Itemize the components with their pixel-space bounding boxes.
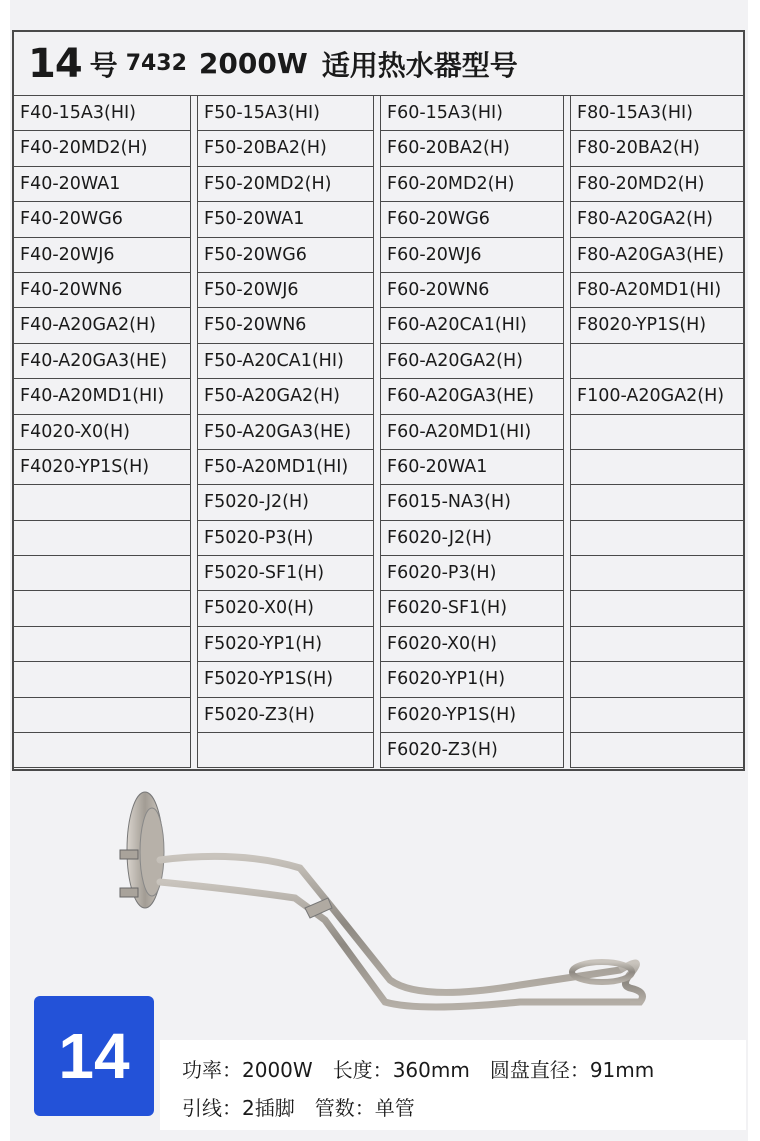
model-cell bbox=[14, 521, 191, 556]
model-cell: F40-20WG6 bbox=[14, 202, 191, 237]
model-cell: F50-20WG6 bbox=[197, 238, 374, 273]
title-hao: 号 bbox=[89, 48, 118, 82]
model-cell: F6020-P3(H) bbox=[380, 556, 564, 591]
model-cell bbox=[570, 521, 743, 556]
model-cell: F5020-YP1(H) bbox=[197, 627, 374, 662]
model-cell: F80-20MD2(H) bbox=[570, 167, 743, 202]
lead-label: 引线： bbox=[182, 1096, 242, 1120]
model-cell: F50-20WA1 bbox=[197, 202, 374, 237]
model-cell: F6020-SF1(H) bbox=[380, 591, 564, 626]
disc-value: 91mm bbox=[589, 1058, 655, 1082]
model-cell: F40-A20GA3(HE) bbox=[14, 344, 191, 379]
left-margin bbox=[0, 0, 10, 1141]
model-cell: F80-A20GA3(HE) bbox=[570, 238, 743, 273]
model-cell: F50-20MD2(H) bbox=[197, 167, 374, 202]
model-cell: F80-20BA2(H) bbox=[570, 131, 743, 166]
model-cell bbox=[14, 627, 191, 662]
model-cell: F6020-J2(H) bbox=[380, 521, 564, 556]
model-cell: F5020-YP1S(H) bbox=[197, 662, 374, 697]
model-cell bbox=[570, 556, 743, 591]
model-cell: F50-15A3(HI) bbox=[197, 96, 374, 131]
model-cell: F60-20WN6 bbox=[380, 273, 564, 308]
model-cell bbox=[14, 485, 191, 520]
model-cell: F50-20WN6 bbox=[197, 308, 374, 343]
model-cell: F40-20WJ6 bbox=[14, 238, 191, 273]
model-cell: F50-A20GA2(H) bbox=[197, 379, 374, 414]
tube-value: 单管 bbox=[374, 1096, 415, 1120]
model-cell: F4020-X0(H) bbox=[14, 415, 191, 450]
title-code: 7432 bbox=[125, 51, 187, 76]
model-cell: F80-A20MD1(HI) bbox=[570, 273, 743, 308]
model-cell: F6015-NA3(H) bbox=[380, 485, 564, 520]
model-cell: F6020-Z3(H) bbox=[380, 733, 564, 768]
table-title bbox=[14, 32, 743, 96]
right-margin bbox=[748, 0, 760, 1141]
length-value: 360mm bbox=[392, 1058, 470, 1082]
model-cell: F80-15A3(HI) bbox=[570, 96, 743, 131]
model-cell: F40-A20GA2(H) bbox=[14, 308, 191, 343]
model-cell bbox=[570, 485, 743, 520]
model-cell: F5020-P3(H) bbox=[197, 521, 374, 556]
model-cell: F40-15A3(HI) bbox=[14, 96, 191, 131]
model-cell bbox=[570, 591, 743, 626]
power-value: 2000W bbox=[242, 1058, 313, 1082]
model-cell: F8020-YP1S(H) bbox=[570, 308, 743, 343]
model-cell: F60-20WG6 bbox=[380, 202, 564, 237]
lead-value: 2插脚 bbox=[242, 1096, 295, 1120]
model-cell: F6020-YP1(H) bbox=[380, 662, 564, 697]
model-column-2 bbox=[197, 96, 374, 768]
model-cell: F50-A20GA3(HE) bbox=[197, 415, 374, 450]
model-cell: F50-A20MD1(HI) bbox=[197, 450, 374, 485]
model-cell: F40-A20MD1(HI) bbox=[14, 379, 191, 414]
model-number-badge: 14 bbox=[34, 996, 154, 1116]
model-cell bbox=[14, 556, 191, 591]
model-cell bbox=[570, 627, 743, 662]
model-cell: F5020-SF1(H) bbox=[197, 556, 374, 591]
model-cell: F60-A20GA2(H) bbox=[380, 344, 564, 379]
tube-label: 管数： bbox=[314, 1096, 375, 1120]
spec-line-1 bbox=[182, 1054, 654, 1083]
heating-element-image bbox=[100, 780, 660, 1030]
model-cell: F50-A20CA1(HI) bbox=[197, 344, 374, 379]
title-power: 2000W bbox=[198, 47, 308, 80]
model-cell: F40-20WN6 bbox=[14, 273, 191, 308]
model-cell: F60-A20CA1(HI) bbox=[380, 308, 564, 343]
model-cell: F5020-J2(H) bbox=[197, 485, 374, 520]
model-cell bbox=[570, 698, 743, 733]
power-label: 功率： bbox=[182, 1058, 242, 1082]
disc-label: 圆盘直径： bbox=[489, 1058, 590, 1082]
model-cell: F60-A20GA3(HE) bbox=[380, 379, 564, 414]
model-cell: F6020-X0(H) bbox=[380, 627, 564, 662]
spec-line-2 bbox=[182, 1092, 415, 1121]
title-number: 14 bbox=[28, 40, 82, 87]
model-cell bbox=[14, 662, 191, 697]
length-label: 长度： bbox=[332, 1058, 393, 1082]
model-cell: F80-A20GA2(H) bbox=[570, 202, 743, 237]
model-column-4 bbox=[570, 96, 743, 768]
model-cell: F60-A20MD1(HI) bbox=[380, 415, 564, 450]
model-cell: F60-20BA2(H) bbox=[380, 131, 564, 166]
model-cell bbox=[570, 344, 743, 379]
model-cell: F50-20WJ6 bbox=[197, 273, 374, 308]
model-grid bbox=[14, 96, 743, 768]
model-cell bbox=[570, 415, 743, 450]
spec-panel bbox=[160, 1040, 746, 1130]
model-cell: F4020-YP1S(H) bbox=[14, 450, 191, 485]
model-cell: F60-20WA1 bbox=[380, 450, 564, 485]
model-cell: F50-20BA2(H) bbox=[197, 131, 374, 166]
model-cell: F6020-YP1S(H) bbox=[380, 698, 564, 733]
model-cell bbox=[14, 698, 191, 733]
model-cell: F5020-X0(H) bbox=[197, 591, 374, 626]
model-column-3 bbox=[380, 96, 564, 768]
compatibility-table bbox=[12, 30, 745, 771]
model-cell: F60-20MD2(H) bbox=[380, 167, 564, 202]
model-cell bbox=[570, 733, 743, 768]
model-cell: F40-20WA1 bbox=[14, 167, 191, 202]
title-description: 适用热水器型号 bbox=[321, 48, 518, 82]
model-cell bbox=[14, 591, 191, 626]
model-cell bbox=[14, 733, 191, 768]
model-cell: F60-15A3(HI) bbox=[380, 96, 564, 131]
model-cell: F40-20MD2(H) bbox=[14, 131, 191, 166]
model-cell bbox=[570, 450, 743, 485]
model-cell: F5020-Z3(H) bbox=[197, 698, 374, 733]
model-column-1 bbox=[14, 96, 191, 768]
model-cell bbox=[570, 662, 743, 697]
model-cell bbox=[197, 733, 374, 768]
model-cell: F100-A20GA2(H) bbox=[570, 379, 743, 414]
model-cell: F60-20WJ6 bbox=[380, 238, 564, 273]
